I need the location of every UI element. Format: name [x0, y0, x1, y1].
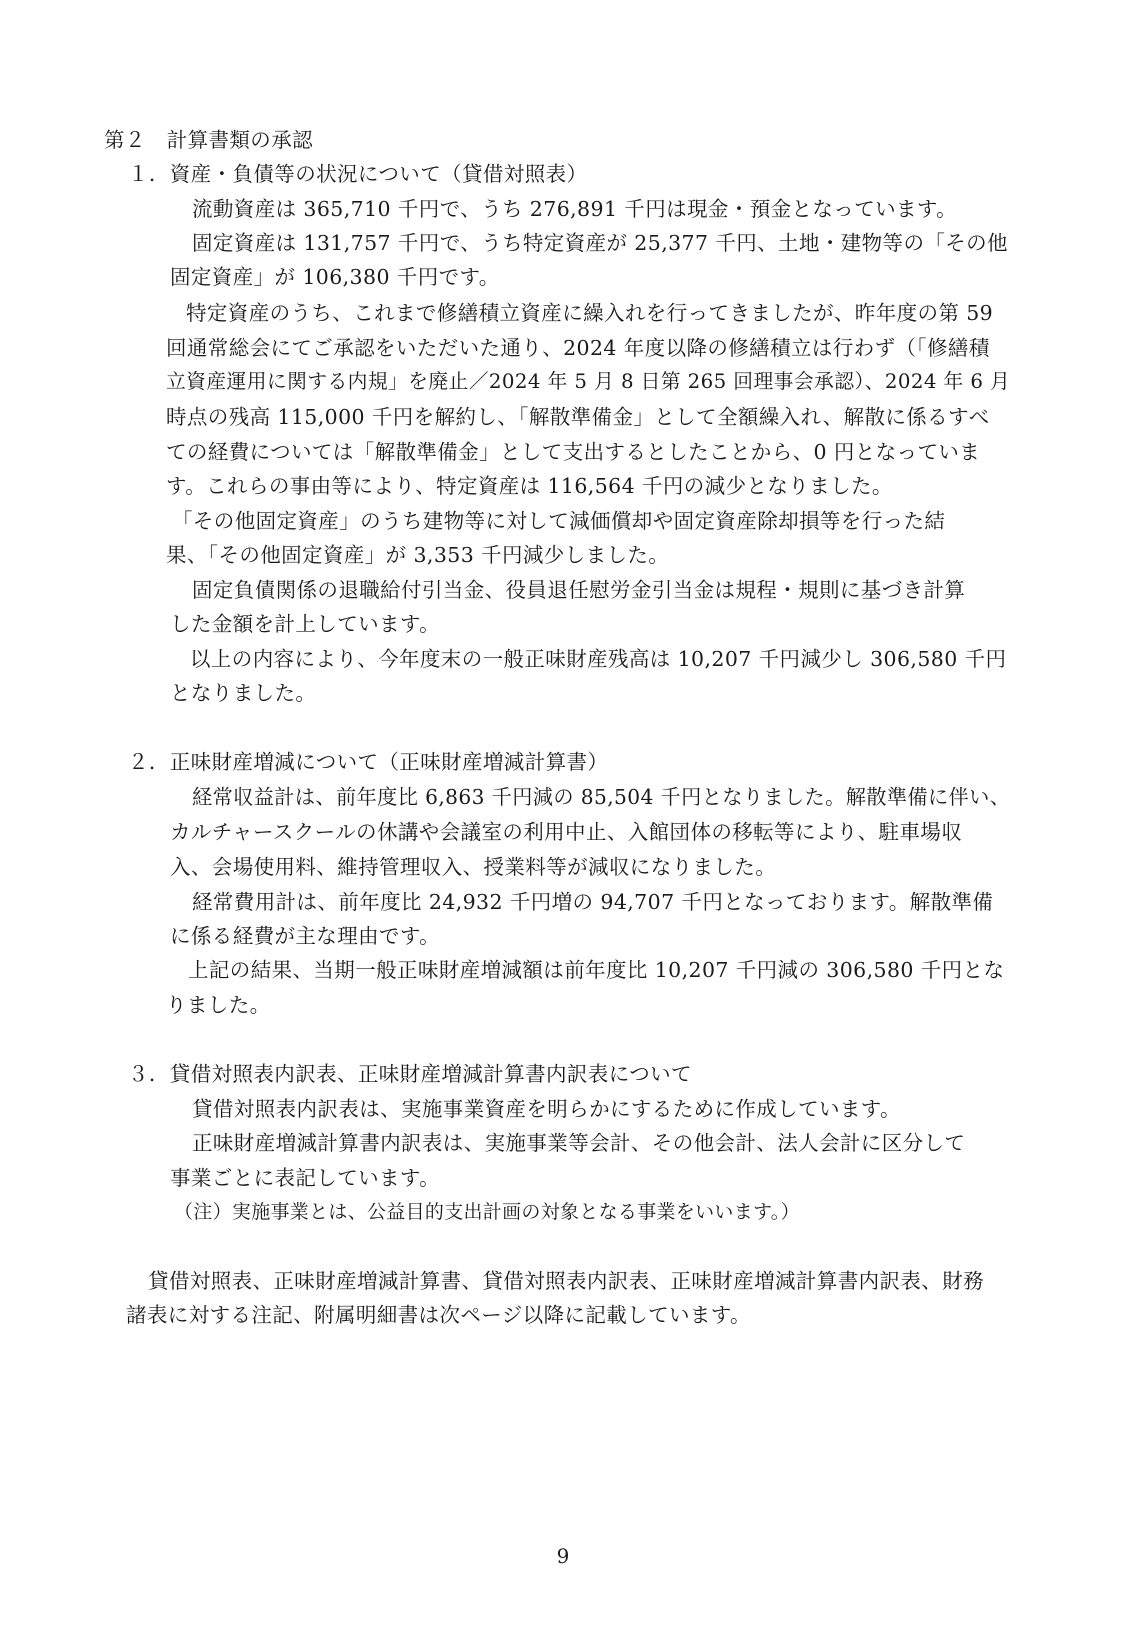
- section1-line: 固定資産」が 106,380 千円です。: [170, 265, 500, 289]
- section1-line: 固定負債関係の退職給付引当金、役員退任慰労金引当金は規程・規則に基づき計算: [192, 578, 966, 602]
- section1-line: 回通常総会にてご承認をいただいた通り、2024 年度以降の修繕積立は行わず（「修繕積: [166, 336, 990, 360]
- section1-line: 「その他固定資産」のうち建物等に対して減価償却や固定資産除却損等を行った結: [172, 509, 946, 533]
- section1-line: す。これらの事由等により、特定資産は 116,564 千円の減少となりました。: [166, 474, 893, 498]
- section3-line: 貸借対照表内訳表は、実施事業資産を明らかにするために作成しています。: [192, 1097, 901, 1121]
- section1-line: 果、「その他固定資産」が 3,353 千円減少しました。: [166, 543, 670, 567]
- section2-line: りました。: [166, 993, 271, 1017]
- section2-line: カルチャースクールの休講や会議室の利用中止、入館団体の移転等により、駐車場収: [170, 820, 963, 844]
- section1-line: した金額を計上しています。: [170, 612, 441, 636]
- page-number: 9: [556, 1544, 570, 1568]
- section1-line: 流動資産は 365,710 千円で、うち 276,891 千円は現金・預金となっています。: [192, 197, 958, 221]
- section1-heading: １．資産・負債等の状況について（貸借対照表）: [128, 162, 588, 186]
- section2-line: 経常収益計は、前年度比 6,863 千円減の 85,504 千円となりました。解散準備に伴い、: [192, 785, 1011, 809]
- section1-line: ての経費については「解散準備金」として支出するとしたことから、0 円となっていま: [166, 440, 981, 464]
- section2-heading: ２．正味財産増減について（正味財産増減計算書）: [128, 750, 609, 774]
- section1-line: 固定資産は 131,757 千円で、うち特定資産が 25,377 千円、土地・建物等の「その他: [192, 231, 1008, 255]
- section1-line: 以上の内容により、今年度末の一般正味財産残高は 10,207 千円減少し 306,580 千円: [190, 647, 1007, 671]
- section1-line: 時点の残高 115,000 千円を解約し、「解散準備金」として全額繰入れ、解散に係るすべ: [166, 405, 990, 429]
- section2-line: 上記の結果、当期一般正味財産増減額は前年度比 10,207 千円減の 306,580 千円とな: [188, 958, 1005, 982]
- section-title: 第２ 計算書類の承認: [104, 128, 313, 152]
- section1-line: となりました。: [170, 681, 317, 705]
- section3-note: （注）実施事業とは、公益目的支出計画の対象となる事業をいいます。）: [174, 1201, 800, 1223]
- section2-line: 経常費用計は、前年度比 24,932 千円増の 94,707 千円となっております。解散準備: [192, 890, 994, 914]
- section2-line: 入、会場使用料、維持管理収入、授業料等が減収になりました。: [170, 855, 777, 879]
- section3-line: 事業ごとに表記しています。: [170, 1166, 441, 1190]
- section1-line: 立資産運用に関する内規」を廃止／2024 年 5 月 8 日第 265 回理事会承認）、2024 年 6 月: [166, 370, 1011, 393]
- section1-line: 特定資産のうち、これまで修繕積立資産に繰入れを行ってきましたが、昨年度の第 59: [186, 301, 994, 325]
- section3-line: 正味財産増減計算書内訳表は、実施事業等会計、その他会計、法人会計に区分して: [192, 1131, 966, 1155]
- section3-heading: ３．貸借対照表内訳表、正味財産増減計算書内訳表について: [128, 1062, 692, 1086]
- closing-line: 貸借対照表、正味財産増減計算書、貸借対照表内訳表、正味財産増減計算書内訳表、財務: [148, 1269, 984, 1293]
- section2-line: に係る経費が主な理由です。: [170, 924, 441, 948]
- closing-line: 諸表に対する注記、附属明細書は次ページ以降に記載しています。: [126, 1303, 751, 1327]
